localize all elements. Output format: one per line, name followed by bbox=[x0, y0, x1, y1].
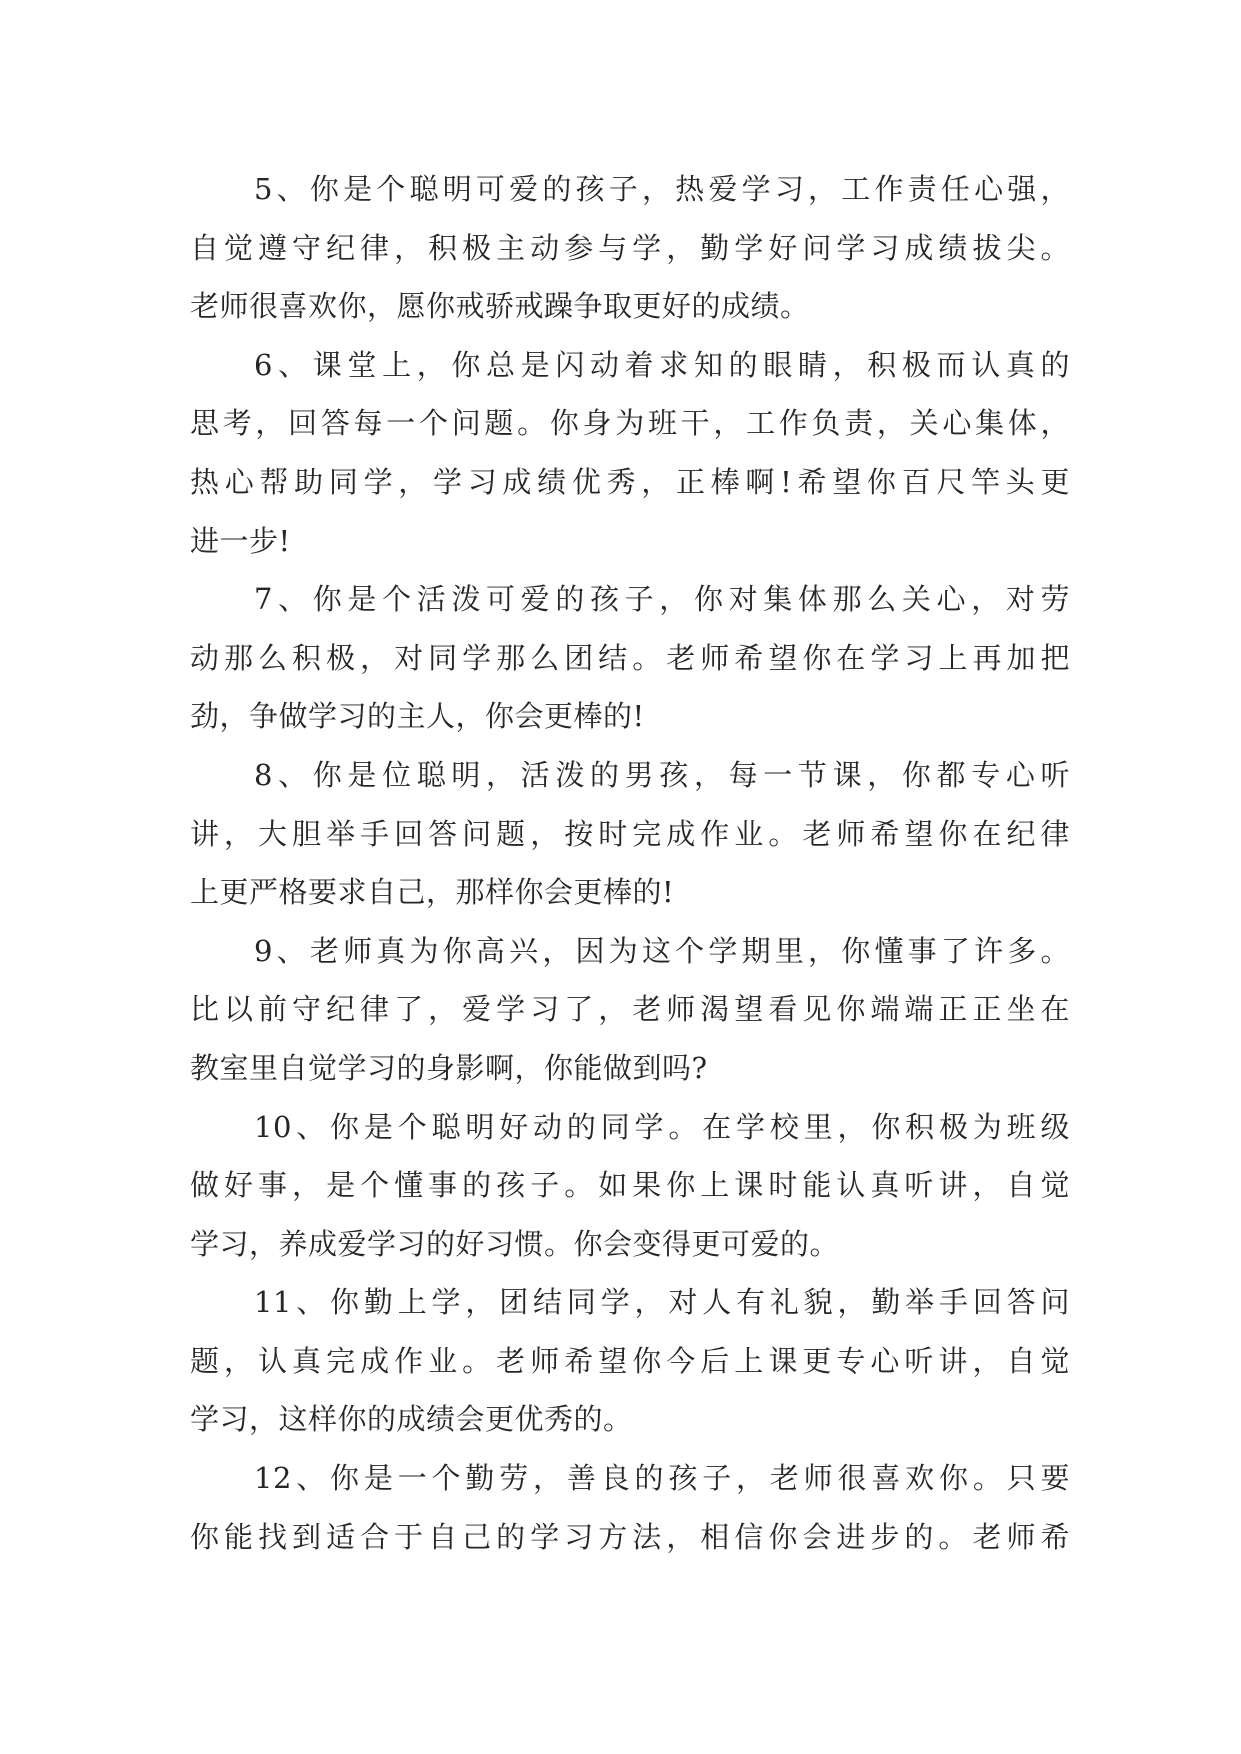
paragraph-9-line-2: 比以前守纪律了，爱学习了，老师渴望看见你端端正正坐在 bbox=[190, 992, 1070, 1027]
document-body bbox=[190, 160, 1070, 1566]
paragraph-10-line-2: 做好事，是个懂事的孩子。如果你上课时能认真听讲，自觉 bbox=[190, 1168, 1070, 1203]
paragraph-7-line-2: 动那么积极，对同学那么团结。老师希望你在学习上再加把 bbox=[190, 640, 1070, 675]
paragraph-12-line-1: 12、你是一个勤劳，善良的孩子，老师很喜欢你。只要 bbox=[254, 1461, 1070, 1496]
paragraph-6-line-1: 6、课堂上，你总是闪动着求知的眼睛，积极而认真的 bbox=[254, 347, 1070, 382]
paragraph-5-line-3: 老师很喜欢你，愿你戒骄戒躁争取更好的成绩。 bbox=[190, 289, 810, 324]
paragraph-7-line-3: 劲，争做学习的主人，你会更棒的! bbox=[190, 699, 645, 734]
paragraph-7-line-1: 7、你是个活泼可爱的孩子，你对集体那么关心，对劳 bbox=[254, 582, 1070, 617]
paragraph-8-line-2: 讲，大胆举手回答问题，按时完成作业。老师希望你在纪律 bbox=[190, 816, 1070, 851]
paragraph-12-line-2: 你能找到适合于自己的学习方法，相信你会进步的。老师希 bbox=[190, 1519, 1070, 1554]
paragraph-9-line-1: 9、老师真为你高兴，因为这个学期里，你懂事了许多。 bbox=[254, 933, 1070, 968]
paragraph-11-line-3: 学习，这样你的成绩会更优秀的。 bbox=[190, 1402, 633, 1437]
paragraph-8-line-3: 上更严格要求自己，那样你会更棒的! bbox=[190, 875, 675, 910]
paragraph-10-line-3: 学习，养成爱学习的好习惯。你会变得更可爱的。 bbox=[190, 1226, 840, 1261]
paragraph-6-line-2: 思考，回答每一个问题。你身为班干，工作负责，关心集体， bbox=[190, 406, 1070, 441]
paragraph-8-line-1: 8、你是位聪明，活泼的男孩，每一节课，你都专心听 bbox=[254, 757, 1070, 792]
paragraph-11-line-1: 11、你勤上学，团结同学，对人有礼貌，勤举手回答问 bbox=[254, 1285, 1070, 1320]
paragraph-11-line-2: 题，认真完成作业。老师希望你今后上课更专心听讲，自觉 bbox=[190, 1343, 1070, 1378]
paragraph-6-line-3: 热心帮助同学，学习成绩优秀，正棒啊!希望你百尺竿头更 bbox=[190, 464, 1070, 499]
paragraph-5-line-1: 5、你是个聪明可爱的孩子，热爱学习，工作责任心强， bbox=[254, 172, 1070, 206]
paragraph-6-line-4: 进一步! bbox=[190, 523, 291, 558]
paragraph-9-line-3: 教室里自觉学习的身影啊，你能做到吗? bbox=[190, 1050, 708, 1085]
paragraph-5-line-2: 自觉遵守纪律，积极主动参与学，勤学好问学习成绩拔尖。 bbox=[190, 230, 1070, 265]
paragraph-10-line-1: 10、你是个聪明好动的同学。在学校里，你积极为班级 bbox=[254, 1109, 1070, 1144]
